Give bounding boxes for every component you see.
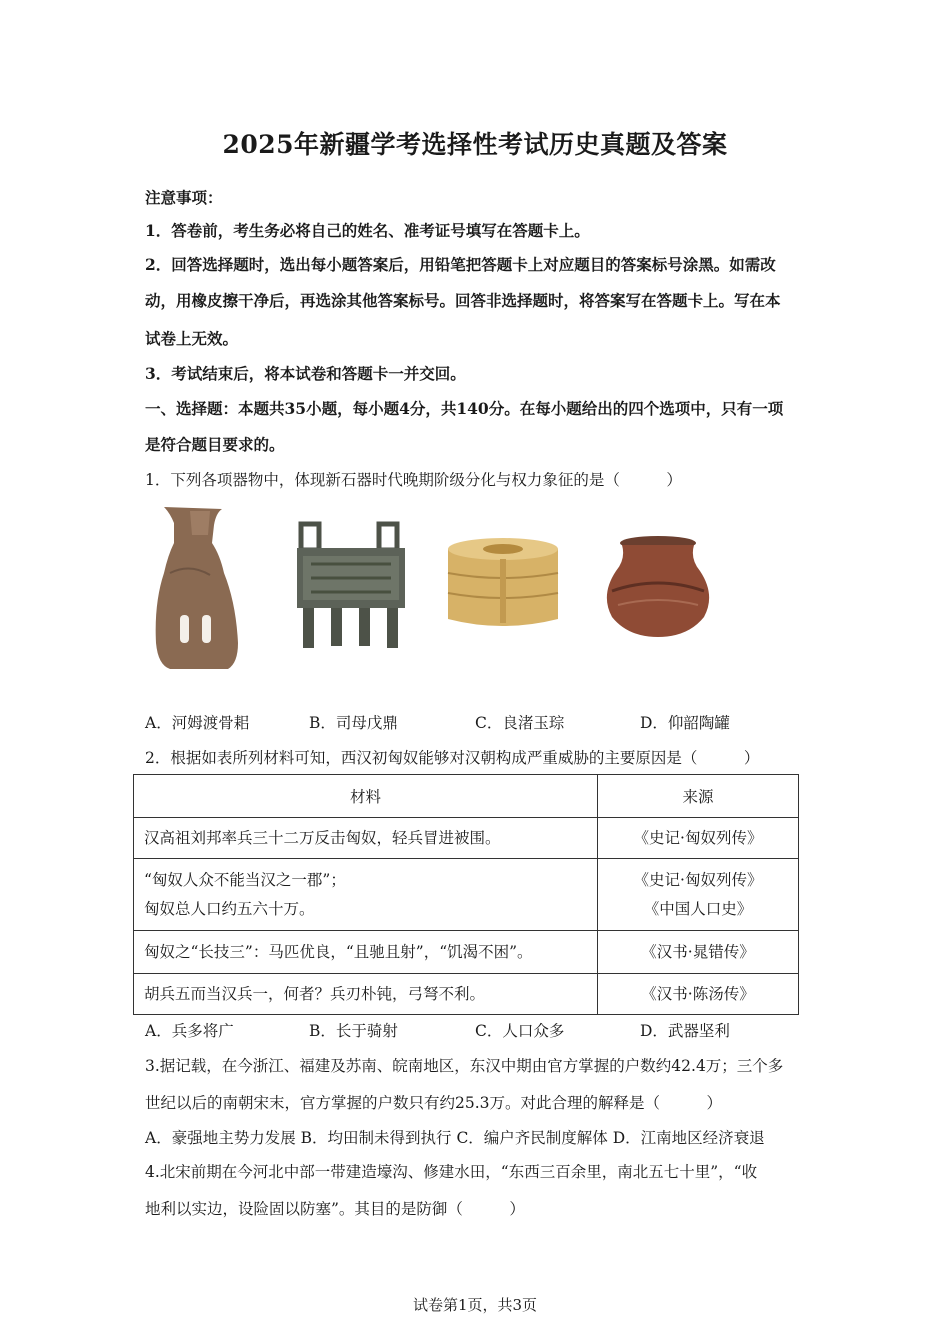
note-2-line-3: 试卷上无效。 xyxy=(145,329,239,348)
note-3: 3．考试结束后，将本试卷和答题卡一并交回。 xyxy=(145,364,466,383)
page-footer: 试卷第1页，共3页 xyxy=(412,1296,538,1314)
q1-option-a: A．河姆渡骨耜 xyxy=(145,714,250,732)
table-header-material: 材料 xyxy=(134,775,598,818)
page-title: 2025年新疆学考选择性考试历史真题及答案 xyxy=(222,130,728,159)
table-cell-material: 汉高祖刘邦率兵三十二万反击匈奴，轻兵冒进被围。 xyxy=(134,818,598,859)
q3-stem-line-1: 3.据记载，在今浙江、福建及苏南、皖南地区，东汉中期由官方掌握的户数约42.4万；三个多 xyxy=(145,1057,784,1075)
q4-stem-line-2: 地利以实边，设险固以防塞”。其目的是防御（ ） xyxy=(145,1200,525,1218)
jade-cong-image xyxy=(440,535,565,635)
q1-stem: 1．下列各项器物中，体现新石器时代晚期阶级分化与权力象征的是（ ） xyxy=(145,471,682,489)
bronze-ding-image xyxy=(293,520,411,650)
q2-stem: 2．根据如表所列材料可知，西汉初匈奴能够对汉朝构成严重威胁的主要原因是（ ） xyxy=(145,749,760,767)
section-heading-line-1: 一、选择题：本题共35小题，每小题4分，共140分。在每小题给出的四个选项中，只有一项 xyxy=(145,399,784,418)
section-heading-line-2: 是符合题目要求的。 xyxy=(145,435,285,454)
table-row xyxy=(134,818,799,859)
note-1: 1．答卷前，考生务必将自己的姓名、准考证号填写在答题卡上。 xyxy=(145,221,590,240)
q2-option-b: B．长于骑射 xyxy=(309,1022,398,1040)
table-row xyxy=(134,931,799,974)
table-cell-source: 《汉书·晁错传》 xyxy=(598,931,799,974)
table-row xyxy=(134,974,799,1015)
bone-spade-image xyxy=(150,503,245,673)
table-cell-source: 《史记·匈奴列传》 xyxy=(598,818,799,859)
q2-material-table xyxy=(133,774,799,1015)
q2-option-a: A．兵多将广 xyxy=(145,1022,234,1040)
q2-option-c: C．人口众多 xyxy=(475,1022,565,1040)
q3-stem-line-2: 世纪以后的南朝宋末，官方掌握的户数只有约25.3万。对此合理的解释是（ ） xyxy=(145,1094,723,1112)
table-cell-material: 匈奴之“长技三”：马匹优良，“且驰且射”，“饥渴不困”。 xyxy=(134,931,598,974)
table-cell-source: 《汉书·陈汤传》 xyxy=(598,974,799,1015)
note-2-line-1: 2．回答选择题时，选出每小题答案后，用铅笔把答题卡上对应题目的答案标号涂黑。如需改 xyxy=(145,255,776,274)
q1-option-d: D．仰韶陶罐 xyxy=(640,714,730,732)
table-row xyxy=(134,859,799,931)
q2-option-d: D．武器坚利 xyxy=(640,1022,730,1040)
table-header-source: 来源 xyxy=(598,775,799,818)
notes-heading: 注意事项： xyxy=(145,188,223,207)
table-cell-material: 胡兵五而当汉兵一，何者？兵刃朴钝，弓弩不利。 xyxy=(134,974,598,1015)
table-cell-material: “匈奴人众不能当汉之一郡”； 匈奴总人口约五六十万。 xyxy=(134,859,598,931)
q1-option-c: C．良渚玉琮 xyxy=(475,714,565,732)
table-header-row xyxy=(134,775,799,818)
q1-option-b: B．司母戊鼎 xyxy=(309,714,398,732)
table-cell-source: 《史记·匈奴列传》 《中国人口史》 xyxy=(598,859,799,931)
q3-options: A．豪强地主势力发展 B．均田制未得到执行 C．编户齐民制度解体 D．江南地区经济衰退 xyxy=(145,1129,765,1147)
pottery-jar-image xyxy=(598,535,718,640)
note-2-line-2: 动，用橡皮擦干净后，再选涂其他答案标号。回答非选择题时，将答案写在答题卡上。写在本 xyxy=(145,291,781,310)
q4-stem-line-1: 4.北宋前期在今河北中部一带建造壕沟、修建水田，“东西三百余里，南北五七十里”，“收 xyxy=(145,1163,758,1181)
